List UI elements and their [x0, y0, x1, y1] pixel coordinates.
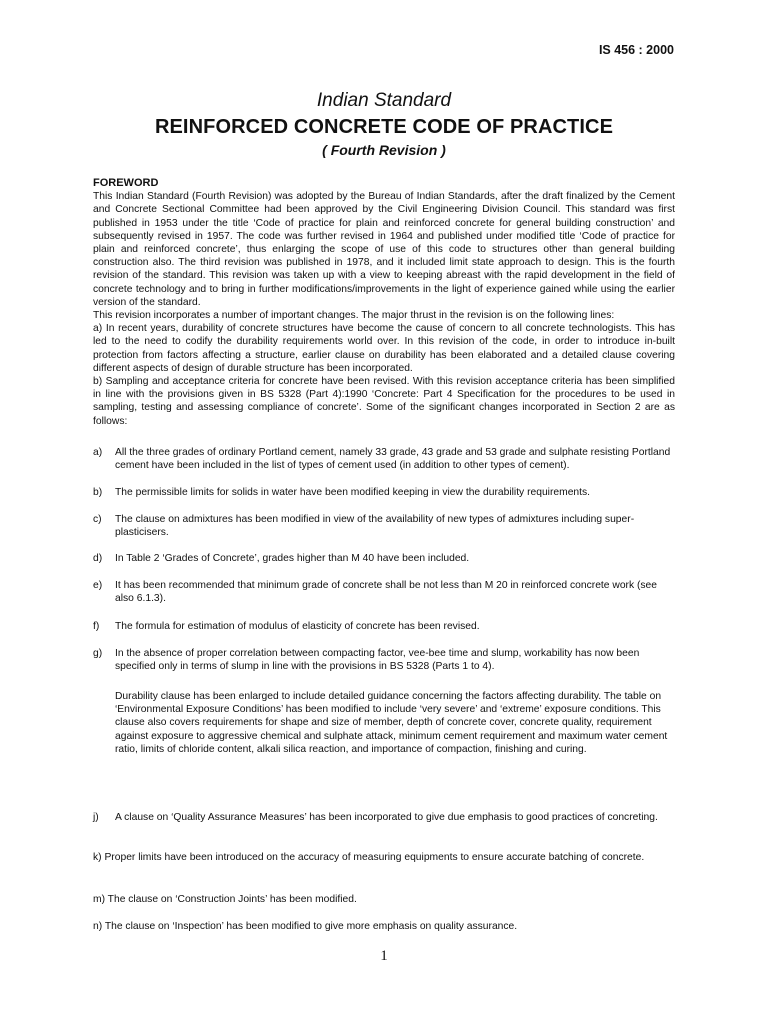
list-marker: a): [93, 447, 103, 458]
list-item: m) The clause on ‘Construction Joints’ has been modified.: [93, 894, 357, 905]
list-item-text: It has been recommended that minimum grade of concrete shall be not less than M 20 in reinforced concrete work (see also 6.1.3).: [115, 580, 658, 605]
revision-subtitle: ( Fourth Revision ): [322, 142, 446, 158]
title-indian-standard: Indian Standard: [316, 90, 452, 111]
list-marker: f): [93, 621, 100, 632]
durability-paragraph: Durability clause has been enlarged to include detailed guidance concerning the factors affecting durability. The table on ‘Environmental Exposure Conditions’ has been modified to include ‘very severe’ and ‘extreme’ exposure conditions. This clause also covers requirements for shape and size of member, depth of concrete cover, concrete quality, requirement against exposure to aggressive chemical and sulphate attack, minimum cement requirement and maximum water cement ratio, limits of chloride content, alkali silica reaction, and importance of compaction, finishing and curing.: [115, 691, 668, 755]
foreword-section: [93, 177, 675, 428]
list-item-text: The permissible limits for solids in water have been modified keeping in view the durability requirements.: [115, 487, 591, 498]
list-marker: b): [93, 487, 103, 498]
foreword-paragraph: a) In recent years, durability of concrete structures have become the cause of concern to all concrete technologists. This has led to the need to codify the durability requirements world over. In this revision of the code, in order to introduce in-built protection from factors affecting a structure, earlier clause on durability has been elaborated and a detailed clause covering different aspects of design of durable structure has been incorporated.: [93, 323, 675, 374]
list-item-text: A clause on ‘Quality Assurance Measures’ has been incorporated to give due emphasis to good practices of concreting.: [115, 812, 658, 823]
list-item: [93, 552, 675, 565]
page-number: 1: [380, 948, 388, 964]
list-item: k) Proper limits have been introduced on the accuracy of measuring equipments to ensure accurate batching of concrete.: [93, 852, 645, 863]
list-item: [93, 513, 675, 539]
foreword-paragraph: This Indian Standard (Fourth Revision) was adopted by the Bureau of Indian Standards, after the draft finalized by the Cement and Concrete Sectional Committee had been approved by the Civil Engineering Division Council. This standard was first published in 1953 under the title ‘Code of practice for plain and reinforced concrete for general building construction’ and subsequently revised in 1957. The code was further revised in 1964 and published under modified title ‘Code of practice for plain and reinforced concrete’, thus enlarging the scope of use of this code to structures other than general building construction also. The third revision was published in 1978, and it included limit state approach to design. This is the fourth revision of the standard. This revision was taken up with a view to keeping abreast with the rapid development in the field of concrete technology and to bring in further modifications/improvements in the light of experience gained while using the earlier version of the standard.: [93, 191, 675, 308]
document-title: REINFORCED CONCRETE CODE OF PRACTICE: [154, 116, 614, 138]
list-item: [93, 486, 675, 499]
list-item: [93, 620, 675, 633]
foreword-paragraph: This revision incorporates a number of important changes. The major thrust in the revision is on the following lines:: [93, 310, 615, 322]
list-marker: j): [93, 812, 99, 823]
list-item: [93, 446, 675, 472]
list-item: n) The clause on ‘Inspection’ has been modified to give more emphasis on quality assurance.: [93, 921, 518, 932]
list-item: [93, 647, 675, 673]
list-item: [93, 811, 675, 824]
list-marker: c): [93, 514, 102, 525]
list-item-text: In the absence of proper correlation between compacting factor, vee-bee time and slump, workability has now been specified only in terms of slump in line with the provisions in BS 5328 (Parts 1 to 4).: [115, 648, 640, 673]
foreword-heading: FOREWORD: [93, 177, 159, 189]
list-item-text: In Table 2 ‘Grades of Concrete’, grades higher than M 40 have been included.: [115, 553, 470, 564]
list-item: [93, 579, 675, 605]
list-marker: d): [93, 553, 103, 564]
standard-number: IS 456 : 2000: [598, 43, 674, 57]
list-marker: e): [93, 580, 103, 591]
foreword-paragraph: b) Sampling and acceptance criteria for concrete have been revised. With this revision acceptance criteria has been simplified in line with the provisions given in BS 5328 (Part 4):1990 ‘Concrete: Part 4 Specification for the procedures to be used in sampling, testing and assessing compliance of concrete’. Some of the significant changes incorporated in Section 2 are as follows:: [93, 376, 675, 427]
list-item-text: The formula for estimation of modulus of elasticity of concrete has been revised.: [115, 621, 480, 632]
list-item-text: The clause on admixtures has been modified in view of the availability of new types of admixtures including super-plasticisers.: [115, 514, 635, 539]
list-marker: g): [93, 648, 103, 659]
list-item-text: All the three grades of ordinary Portland cement, namely 33 grade, 43 grade and 53 grade and sulphate resisting Portland cement have been included in the list of types of cement used (in addition to other types of cement).: [115, 447, 671, 472]
